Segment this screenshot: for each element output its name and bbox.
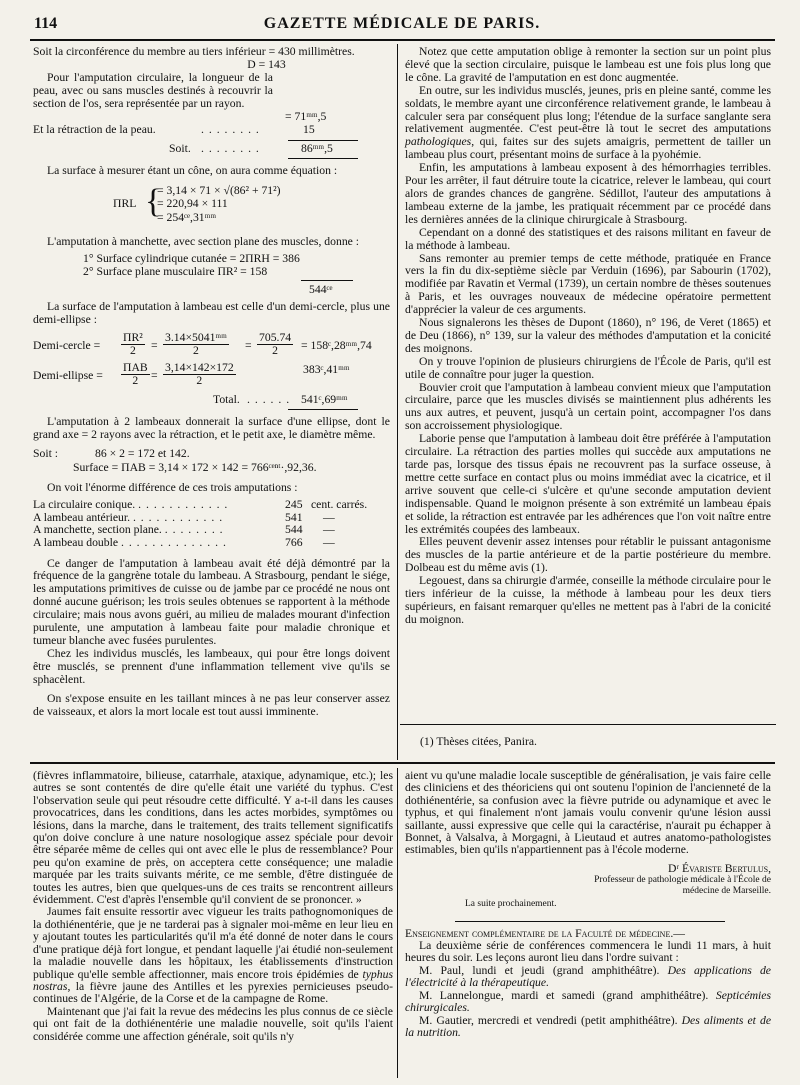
- lecture-gautier: M. Gautier, mercredi et vendredi (petit amphithéâtre). Des aliments et de la nutrition.: [405, 1013, 772, 1039]
- de-result: 383ᶜ,41ᵐᵐ: [303, 363, 350, 377]
- footnote: (1) Thèses citées, Panira.: [420, 735, 537, 748]
- soit2-label: Soit :: [33, 447, 59, 461]
- de-frac-1-num: ΠAB: [123, 361, 148, 375]
- antagonisme-paragraph: Elles peuvent devenir assez intenses pour rétablir le puissant antagonisme des muscles de la partie antérieure et de la partie postérieure du membre. Dolbeau est du même avis (1).: [405, 535, 771, 575]
- table-row: A lambeau antérieur. . . . . . . . . . . . . 541 —: [33, 510, 335, 524]
- page-number: 114: [34, 15, 58, 32]
- dc-frac-1-den: 2: [129, 344, 136, 358]
- outre-paragraph: En outre, sur les individus musclés, jeunes, pris en pleine santé, comme les soldats, le membre ayant une circonférence relativement grande, le lambeau à calculer sera par conséquent plus long; l'étendue de la surface sanglante sera relativement augmentée. C'est peut-être là tout le secret des amputations pathologiques, qui, faites sur des sujets amaigris, permettent de tailler un lambeau plus court, présentant moins de surface à la pyohémie.: [405, 83, 771, 162]
- footnote-rule: [400, 724, 776, 725]
- enseignement-intro: La deuxième série de conférences commencera le lundi 11 mars, à huit heures du soir. Les leçons auront lieu dans l'ordre suivant :: [405, 939, 771, 965]
- dc-frac-3-num: 705.74: [259, 331, 292, 345]
- manchette-intro: L'amputation à manchette, avec section plane des muscles, donne :: [47, 234, 360, 248]
- muscles-paragraph: Chez les individus musclés, les lambeaux, qui pour être longs doivent être musclés, se prennent d'une inflammation tellement vive qu'ils se sphacèlent.: [33, 646, 390, 686]
- total-value: 541ᶜ,69ᵐᵐ: [301, 393, 348, 407]
- cliniciens-paragraph: aient vu qu'une maladie locale susceptible de généralisation, je vais faire celle des cliniciens et des théoriciens qui ont soutenu l'opinion de l'ancienneté de la dothiénentérie, sa confusion avec la fièvre putride ou adynamique et avec le typhus, et qui finalement n'ont jamais voulu convenir qu'une lésion aussi saillante, aussi expressive que celle qui la caractérise, n'aurait pu échapper à Bonnet, à Valsalva, à Morgagni, à Lieutaud et autres anatomo-pathologistes estimables, bien qu'ils n'appartiennent pas à l'école moderne.: [405, 769, 771, 857]
- maintenant-paragraph: Maintenant que j'ai fait la revue des médecins les plus connus de ce siècle qui ont fait de la dothiénentérie une maladie nouvelle, soit qu'ils l'aient considérée comme une affection générale, soit qu'ils n'y: [33, 1004, 393, 1043]
- section-rule: [30, 762, 775, 764]
- dc-frac-2-den: 2: [193, 344, 199, 358]
- dc-frac-3-den: 2: [272, 344, 278, 358]
- de-frac-2-num: 3,14×142×172: [165, 361, 234, 375]
- table-row: La circulaire conique. . . . . . . . . . . . . 245 cent. carrés.: [33, 498, 368, 512]
- total-label: Total.: [213, 393, 240, 407]
- author-signature: Dʳ Évariste Bertulus,: [668, 861, 771, 875]
- soit-value: 86ᵐᵐ,5: [301, 141, 333, 155]
- table-row: A lambeau double . . . . . . . . . . . . . . 766 —: [33, 535, 335, 549]
- cone-intro: La surface à mesurer étant un cône, on aura comme équation :: [47, 163, 338, 177]
- manchette-sum: 544ᶜᵉ: [309, 282, 333, 296]
- cependant-paragraph: Cependant on a donné des statistiques et des raisons militant en faveur de la méthode à lambeau.: [405, 225, 771, 252]
- table-row: A manchette, section plane. . . . . . . . . 544 —: [33, 523, 335, 537]
- soit2-equation: 86 × 2 = 172 et 142.: [95, 447, 190, 461]
- surface-equation: Surface = ΠAB = 3,14 × 172 × 142 = 766ᶜᵉⁿᵗ·,92,36.: [73, 461, 317, 475]
- d-equation: D = 143: [247, 57, 286, 71]
- soit-label: Soit.: [169, 141, 191, 155]
- dc-frac-1-num: ΠR²: [123, 331, 143, 345]
- legouest-paragraph: Legouest, dans sa chirurgie d'armée, conseille la méthode circulaire pour le tiers inférieur de la cuisse, la méthode à lambeau pour les deux tiers supérieurs, en faisant remarquer qu'elles ne mettent pas à l'abri de la conicité du moignon.: [405, 574, 771, 626]
- opinion-paragraph: On y trouve l'opinion de plusieurs chirurgiens de l'École de Paris, qu'il est utile de connaître pour juger la question.: [405, 354, 771, 381]
- notez-paragraph: Notez que cette amputation oblige à remonter la section sur un point plus élevé que la section circulaire, puisque le lambeau est une fois plus long que le cône. La gravité de l'amputation en est donc augmentée.: [405, 45, 771, 84]
- lecture-lannelongue: M. Lannelongue, mardi et samedi (grand amphithéâtre). Septicémies chirurgicales.: [405, 988, 772, 1015]
- vaisseaux-paragraph: On s'expose ensuite en les taillant minces à ne pas leur conserver assez de vaisseaux, et alors la mort locale est tout aussi imminente.: [33, 691, 390, 718]
- de-frac-2-den: 2: [196, 374, 203, 388]
- cone-line-3: = 254ᶜᵉ,31ᵐᵐ: [157, 210, 217, 224]
- manchette-line-1: 1° Surface cylindrique cutanée = 2ΠRH = 386: [83, 251, 300, 265]
- demi-cercle-label: Demi-cercle =: [33, 339, 101, 353]
- enseignement-title: Enseignement complémentaire de la Faculté de médecine.—: [405, 926, 685, 940]
- journal-title: GAZETTE MÉDICALE DE PARIS.: [263, 15, 541, 32]
- theses-paragraph: Nous signalerons les thèses de Dupont (1860), n° 196, de Veret (1865) et de Deu (1866), n° 139, sur la valeur des méthodes d'amputation et la conicité des moignons.: [405, 316, 771, 355]
- remonter-paragraph: Sans remonter au premier temps de cette méthode, pratiquée en France vers la fin du dix-septième siècle par Verduin (1696), par Sabourin (1702), modifiée par Ravatin et Vermal (1739), un certain nombre de thèses soutenues à Paris, et les ouvrages nouveaux de médecine opératoire permettent d'apprécier la valeur de ces arguments.: [405, 251, 771, 317]
- right-top-column: [405, 46, 771, 627]
- manchette-line-2: 2° Surface plane musculaire ΠR² = 158: [83, 264, 268, 278]
- brace-glyph: {: [145, 182, 162, 220]
- right-bottom-column: [405, 770, 771, 1039]
- laborie-paragraph: Laborie pense que l'amputation à lambeau doit être préférée à l'amputation circulaire. La rétraction des parties molles qui succède aux amputations ne tarde pas, lorsque des tissus épais ne recouvrent pas la surface osseuse, à mettre cette surface en contact plus ou moins immédiat avec la cicatrice, et il arrive souvent que celle-ci s'ulcère et qu'une seconde amputation devient indispensable. Quand le moignon présente à son extrémité un lambeau épais et solide, la rétraction est entravée par les adhérences que l'on voit naître entre les extrémités coupées des lambeaux.: [405, 432, 771, 536]
- danger-paragraph: Ce danger de l'amputation à lambeau avait été déjà démontré par la fréquence de la gangrène totale du lambeau. A Strasbourg, pendant le siége, les amputations primitives de cuisse ou de jambe par ce procédé ne nous ont donné aucune guérison; les trois seules obtenues se rapportent à la méthode circulaire; mais nous avons guéri, au milieu de malades mourant d'infection purulente, une amputation à lambeau faite pour maladie chronique et tumeur blanche avec fusées purulentes.: [33, 556, 390, 647]
- retraction-label: Et la rétraction de la peau.: [33, 122, 156, 136]
- cone-line-1: = 3,14 × 71 × √(86² + 71²): [157, 183, 281, 197]
- header-rule: [30, 39, 775, 41]
- continued-note: La suite prochainement.: [465, 899, 557, 910]
- dc-frac-2-num: 3.14×5041ᵐᵐ: [165, 331, 227, 345]
- comparison-table: [33, 499, 390, 549]
- rayon-value: = 71ᵐᵐ,5: [285, 109, 327, 123]
- column-divider-bottom: [397, 768, 398, 1078]
- deux-lambeaux-paragraph: L'amputation à 2 lambeaux donnerait la surface d'une ellipse, dont le grand axe = 2 rayons avec la rétraction, et le petit axe, le diamètre même.: [33, 415, 390, 442]
- jaumes-paragraph: Jaumes fait ensuite ressortir avec vigueur les traits pathognomoniques de la dothiénentérie, que je ne tarderai pas à signaler moi-même en leur lieu en y ajoutant toutes les particularités qu'il m'a été donné de noter dans le cours d'une pratique déjà fort longue, et pendant laquelle j'ai étudié non-seulement la maladie nouvelle dans les hôpitaux, les établissements d'instruction publique qu'elle semble affectionner, mais encore trois épidémies de typhus nostras, la fièvre jaune des Antilles et les pyrexies pernicieuses pseudo-continues de l'Algérie, de la Corse et de la campagne de Rome.: [33, 905, 393, 1006]
- author-title: Professeur de pathologie médicale à l'École de médecine de Marseille.: [594, 875, 771, 896]
- retraction-value: 15: [303, 122, 315, 136]
- difference-intro: On voit l'énorme différence de ces trois amputations :: [47, 481, 298, 495]
- left-top-column: Soit la circonférence du membre au tiers inférieur = 430 millimètres. D = 143 Pour l'amputation circulaire, la longueur de la peau, avec ou sans muscles destinés à recouvrir la section de l'os, sera représentée par un rayon. = 71ᵐᵐ,5 Et la rétraction de la peau. . . . . . . . . 15 Soit. . . . . . . . . 86ᵐᵐ,5 La surface à mesurer étant un cône, on aura comme équation : ΠRL { = 3,14 × 71 × √(86² + 71²) = 220,94 × 111 = 254ᶜᵉ,31ᵐᵐ L'amputation à manchette, avec section plane des muscles, donne : 1° Surface cylindrique cutanée = 2ΠRH = 386 2° Surface plane musculaire ΠR² = 158 544ᶜᵉ La surface de l'amputation à lambeau est celle d'un demi-cercle, plus une demi-ellipse : Demi-cercle = $\frac{\text{ΠR²}}{2}$ = $\frac{\text{3.14×5041ᵐᵐ}}{2}$ = $\frac{705.74}{2}$ = 158ᶜ,28ᵐᵐ,74 Demi-ellipse = ΠAB 2 = $\frac{3,14\times 142\times 172}{2}$ 383ᶜ,41ᵐᵐ Total. . . . . . . 541ᶜ,69ᵐᵐ L'amputation à 2 lambeaux donnerait la surface d'une ellipse, dont le grand axe = 2 rayons avec la rétraction, et le petit axe, le diamètre même. Soit : 86 × 2 = 172 et 142. Surface = ΠAB = 3,14 × 172 × 142 = 766ᶜᵉⁿᵗ·,92,36. On voit l'énorme différence de ces trois amputations : La circulaire conique. . . . . . . . . . . . . 245 cent. carrés. A lambeau antérieur. . . . . . . . . . . . . 541 — A manchette, section plane. . . . . . . . . 544 — A lambeau double . . . . . . . . . . . . . . 766 — Ce danger de l'amputation à lambeau avait été déjà démontré par la fréquence de la gangrène totale du lambeau. A Strasbourg, pendant le siége, les amputations primitives de cuisse ou de jambe par ce procédé ne nous ont donné aucune guérison; les trois seules obtenues se rapportent à la méthode circulaire; mais nous avons guéri, au milieu de malades mourant d'infection purulente, une amputation à lambeau faite pour maladie chronique et tumeur blanche avec fusées purulentes. Chez les individus musclés, les lambeaux, qui pour être longs doivent être musclés, se prennent d'une inflammation tellement vive qu'ils se sphacèlent. On s'expose ensuite en les taillant minces à ne pas leur conserver assez de vaisseaux, et alors la mort locale est tout aussi imminente.: [33, 45, 390, 718]
- de-frac-1-den: 2: [132, 374, 139, 388]
- circular-paragraph: Pour l'amputation circulaire, la longueur de la peau, avec ou sans muscles destinés à recouvrir la section de l'os, sera représentée par un rayon.: [33, 70, 273, 110]
- dc-result: = 158ᶜ,28ᵐᵐ,74: [301, 339, 372, 353]
- page-header: [30, 14, 774, 36]
- bouvier-paragraph: Bouvier croit que l'amputation à lambeau convient mieux que l'amputation circulaire, parce que les muscles divisés se maintiennent plus adhérents les uns aux autres, et peuvent, jusqu'à un certain point, accompagner l'os dans son accroissement physiologique.: [405, 380, 771, 433]
- cone-lhs: ΠRL: [113, 196, 137, 210]
- fievres-paragraph: (fièvres inflammatoire, bilieuse, catarrhale, ataxique, adynamique, etc.); les autres se sont contentés de dire qu'elle était une variété du typhus. C'est l'observation seule qui peut résoudre cette difficulté. Y a-t-il dans les causes provocatrices, dans les conditions, dans les actes morbides, symptômes ou lésions, dans la marche, dans le traitement, des traits tellement significatifs qu'on doive conclure à une nature nosologique assez spéciale pour devoir être séparée même de celles qui ont avec elle le plus de ressemblance? Pour peu qu'on examine de près, on acceptera cette conséquence; une maladie marquée par les traits suivants mérite, ce me semble, d'être distinguée de toutes les autres, bien que quelques-uns de ces traits se rencontrent ailleurs évidemment. C'est d'après l'ensemble qu'il convient de se prononcer. »: [33, 769, 393, 907]
- lecture-paul: M. Paul, lundi et jeudi (grand amphithéâtre). Des applications de l'électricité à la thérapeutique.: [405, 963, 771, 990]
- circumference-line: Soit la circonférence du membre au tiers inférieur = 430 millimètres.: [33, 45, 355, 58]
- enfin-paragraph: Enfin, les amputations à lambeau exposent à des hémorrhagies terribles. Pour les arrêter, il faut détruire toute la cicatrice, relever le lambeau, qui court alors de grandes chances de gangrène. Sédillot, l'auteur des amputations à lambeau externe de la jambe, les pratiquait récemment par ce procédé dans les dernières années de la clinique chirurgicale à Strasbourg.: [405, 161, 771, 226]
- column-divider-top: [397, 44, 398, 760]
- left-bottom-column: [33, 770, 393, 1043]
- cone-line-2: = 220,94 × 111: [157, 197, 228, 211]
- lambeau-intro: La surface de l'amputation à lambeau est celle d'un demi-cercle, plus une demi-ellipse :: [33, 299, 390, 326]
- demi-ellipse-label: Demi-ellipse =: [33, 369, 103, 383]
